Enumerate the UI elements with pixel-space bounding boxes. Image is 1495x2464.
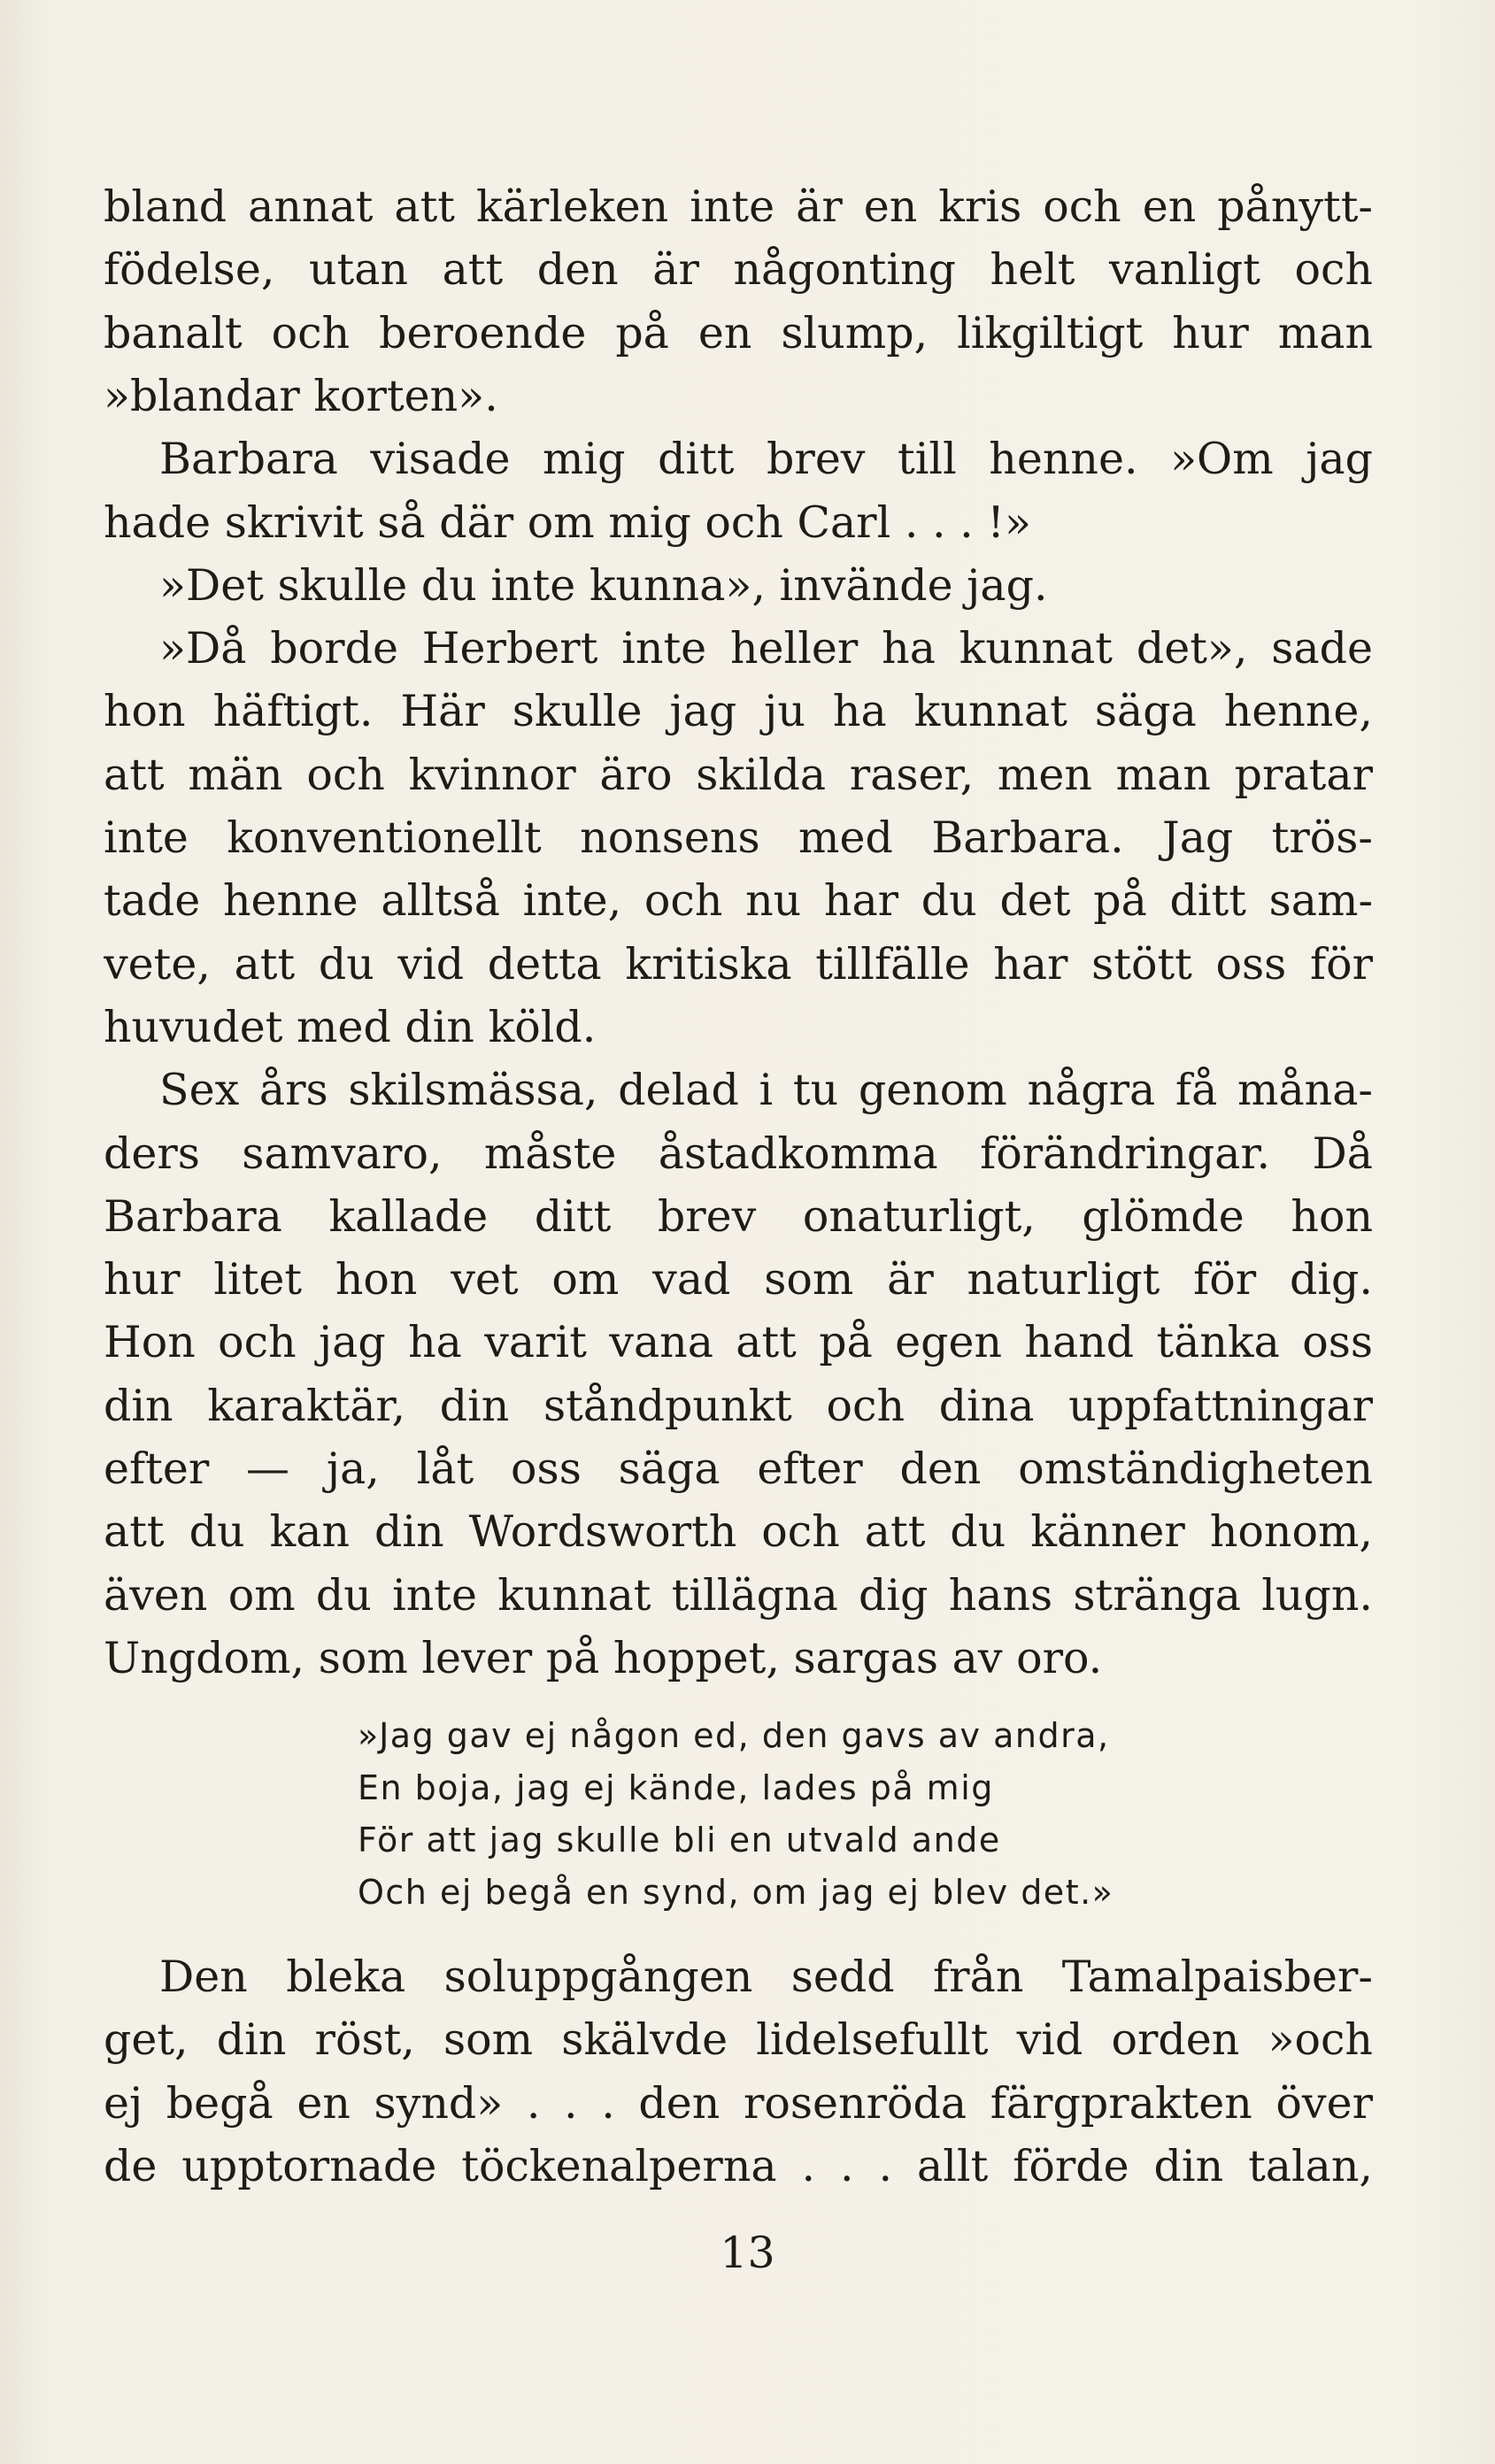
text-line: din karaktär, din ståndpunkt och dina uppfattningar (104, 1380, 1373, 1431)
text-line: vete, att du vid detta kritiska tillfälle har stött oss för (104, 938, 1373, 989)
text-line: banalt och beroende på en slump, likgiltigt hur man (104, 307, 1373, 358)
text-line: Ungdom, som lever på hoppet, sargas av oro. (104, 1632, 1103, 1683)
text-line: huvudet med din köld. (104, 1001, 597, 1052)
text-line: att du kan din Wordsworth och att du känner honom, (104, 1506, 1373, 1558)
text-line: inte konventionellt nonsens med Barbara. Jag trös- (104, 812, 1373, 863)
text-line: Sex års skilsmässa, delad i tu genom några få måna- (159, 1065, 1373, 1116)
page-number: 13 (720, 2228, 775, 2278)
text-line: ej begå en synd» . . . den rosenröda färgprakten över (104, 2077, 1373, 2129)
text-line: hade skrivit så där om mig och Carl . . . !» (104, 497, 1031, 548)
text-line: »Då borde Herbert inte heller ha kunnat det», sade (159, 623, 1373, 674)
text-line: hon häftigt. Här skulle jag ju ha kunnat säga henne, (104, 686, 1373, 737)
verse-line: »Jag gav ej någon ed, den gavs av andra, (358, 1716, 1110, 1755)
text-line: de upptornade töckenalperna . . . allt förde din talan, (104, 2140, 1373, 2191)
verse-line: För att jag skulle bli en utvald ande (358, 1821, 1001, 1860)
text-line: Hon och jag ha varit vana att på egen hand tänka oss (104, 1317, 1373, 1368)
verse-line: Och ej begå en synd, om jag ej blev det.» (358, 1873, 1114, 1912)
text-line: ders samvaro, måste åstadkomma förändringar. Då (104, 1128, 1373, 1179)
text-line: Barbara kallade ditt brev onaturligt, glömde hon (104, 1190, 1373, 1242)
text-line: födelse, utan att den är någonting helt vanligt och (104, 244, 1373, 296)
text-line: hur litet hon vet om vad som är naturligt för dig. (104, 1254, 1373, 1305)
text-line: Den bleka soluppgången sedd från Tamalpaisber- (159, 1952, 1373, 2002)
verse-line: En boja, jag ej kände, lades på mig (358, 1768, 994, 1807)
text-line: efter — ja, låt oss säga efter den omständigheten (104, 1444, 1373, 1494)
text-line: Barbara visade mig ditt brev till henne. »Om jag (159, 434, 1373, 485)
text-line: tade henne alltså inte, och nu har du det på ditt sam- (104, 875, 1373, 927)
text-line: även om du inte kunnat tillägna dig hans stränga lugn. (104, 1569, 1373, 1621)
text-line: »Det skulle du inte kunna», invände jag. (159, 559, 1048, 611)
text-line: bland annat att kärleken inte är en kris och en pånytt- (104, 181, 1373, 232)
text-line: »blandar korten». (104, 370, 498, 421)
text-line: get, din röst, som skälvde lidelsefullt vid orden »och (104, 2014, 1373, 2066)
text-line: att män och kvinnor äro skilda raser, men man pratar (104, 749, 1373, 800)
